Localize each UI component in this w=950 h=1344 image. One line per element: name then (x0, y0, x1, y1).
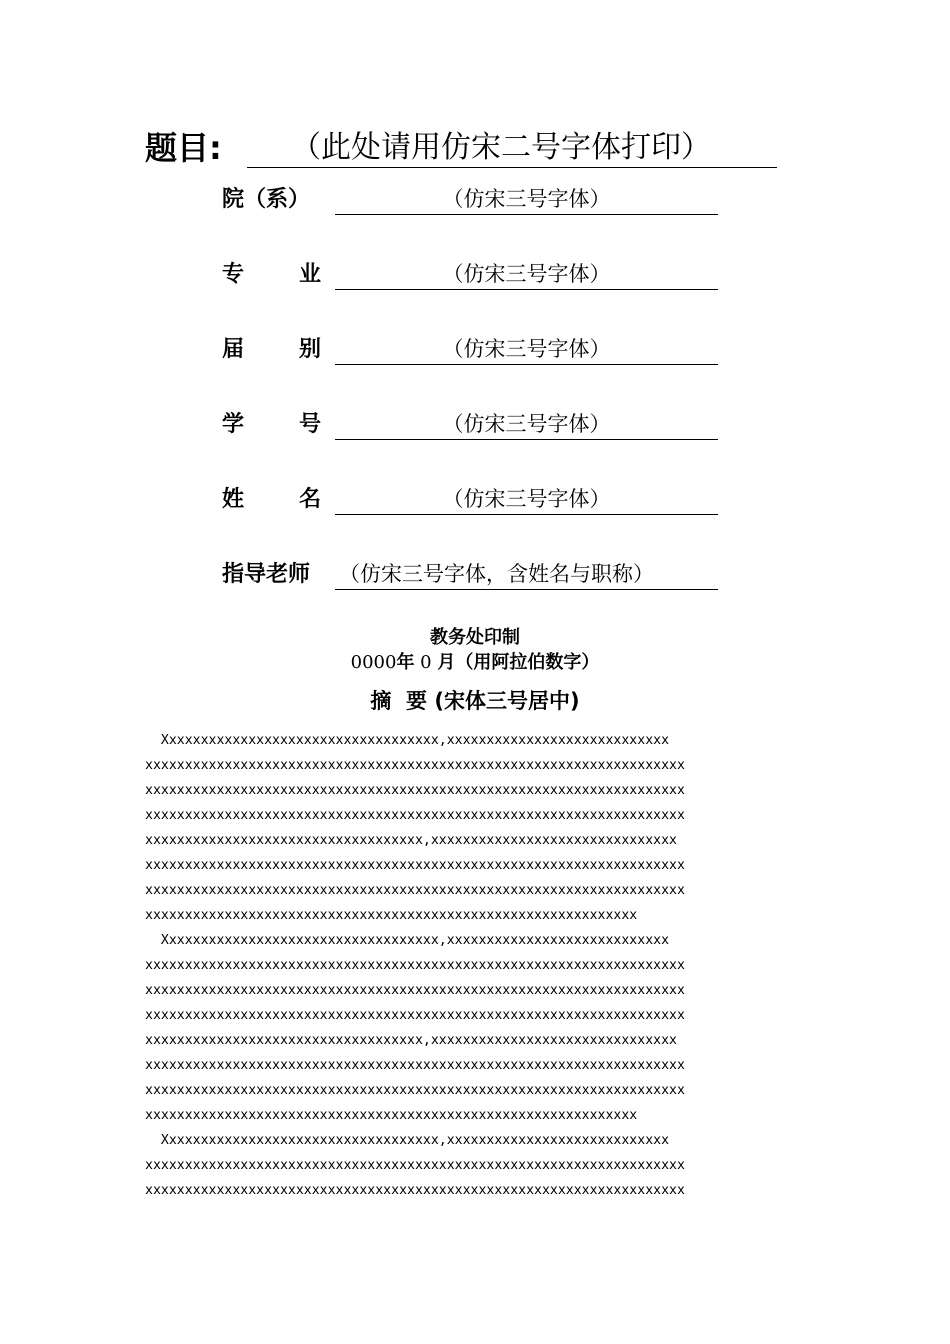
field-student-id-value: （仿宋三号字体） (335, 409, 718, 440)
field-student-id-label-char-1: 学 (222, 412, 245, 437)
field-name-label-char-2: 名 (298, 487, 321, 512)
abstract-line: xxxxxxxxxxxxxxxxxxxxxxxxxxxxxxxxxxxxxxxxxxxxxxxxxxxxxxxxxxxxxxxxxxxx (145, 1008, 685, 1023)
date-month-rest: 月（用阿拉伯数字） (437, 652, 600, 673)
abstract-line: Xxxxxxxxxxxxxxxxxxxxxxxxxxxxxxxxxxx,xxxxxxxxxxxxxxxxxxxxxxxxxxxx (145, 1133, 670, 1148)
field-advisor-row (222, 558, 718, 590)
abstract-line: xxxxxxxxxxxxxxxxxxxxxxxxxxxxxxxxxxxxxxxxxxxxxxxxxxxxxxxxxxxxxxxxxxxx (145, 783, 685, 798)
field-class-year-value: （仿宋三号字体） (335, 334, 718, 365)
thesis-title-row (145, 128, 777, 168)
field-class-year-label-char-1: 届 (222, 337, 245, 362)
abstract-line: xxxxxxxxxxxxxxxxxxxxxxxxxxxxxxxxxxxxxxxxxxxxxxxxxxxxxxxxxxxxxxxxxxxx (145, 983, 685, 998)
field-department-label (222, 185, 335, 215)
field-name-row (222, 483, 718, 515)
field-major-value: （仿宋三号字体） (335, 259, 718, 290)
abstract-line: xxxxxxxxxxxxxxxxxxxxxxxxxxxxxxxxxxxxxxxxxxxxxxxxxxxxxxxxxxxxxxxxxxxx (145, 808, 685, 823)
field-major-label-char-1: 专 (222, 262, 245, 287)
field-class-year-row (222, 333, 718, 365)
field-department-label-text: 院（系） (222, 187, 311, 212)
field-name-label (222, 485, 335, 515)
abstract-line: xxxxxxxxxxxxxxxxxxxxxxxxxxxxxxxxxxx,xxxxxxxxxxxxxxxxxxxxxxxxxxxxxxx (145, 833, 677, 848)
abstract-body (145, 728, 785, 1203)
date-month-number: 0 (420, 652, 432, 673)
thesis-title-label: 题目: (145, 129, 222, 167)
field-major-label (222, 260, 335, 290)
field-department-value: （仿宋三号字体） (335, 184, 718, 215)
abstract-line: xxxxxxxxxxxxxxxxxxxxxxxxxxxxxxxxxxxxxxxxxxxxxxxxxxxxxxxxxxxxxxxxxxxx (145, 1183, 685, 1198)
abstract-line: Xxxxxxxxxxxxxxxxxxxxxxxxxxxxxxxxxxx,xxxxxxxxxxxxxxxxxxxxxxxxxxxx (145, 733, 670, 748)
field-advisor-label-text: 指导老师 (222, 562, 311, 587)
abstract-line: xxxxxxxxxxxxxxxxxxxxxxxxxxxxxxxxxxxxxxxxxxxxxxxxxxxxxxxxxxxxxxxxxxxx (145, 858, 685, 873)
field-student-id-row (222, 408, 718, 440)
abstract-line: xxxxxxxxxxxxxxxxxxxxxxxxxxxxxxxxxxxxxxxxxxxxxxxxxxxxxxxxxxxxxx (145, 1108, 638, 1123)
field-advisor-label (222, 560, 335, 590)
date-year-char: 年 (396, 652, 415, 673)
field-department-row (222, 183, 718, 215)
thesis-title-field: （此处请用仿宋二号字体打印） (247, 129, 777, 168)
abstract-title: 摘 要 (宋体三号居中) (370, 689, 580, 713)
field-student-id-label (222, 410, 335, 440)
field-advisor-value: （仿宋三号字体，含姓名与职称） (335, 559, 718, 590)
abstract-line: xxxxxxxxxxxxxxxxxxxxxxxxxxxxxxxxxxx,xxxxxxxxxxxxxxxxxxxxxxxxxxxxxxx (145, 1033, 677, 1048)
field-name-label-char-1: 姓 (222, 487, 245, 512)
abstract-line: xxxxxxxxxxxxxxxxxxxxxxxxxxxxxxxxxxxxxxxxxxxxxxxxxxxxxxxxxxxxxxxxxxxx (145, 883, 685, 898)
field-class-year-label (222, 335, 335, 365)
abstract-line: xxxxxxxxxxxxxxxxxxxxxxxxxxxxxxxxxxxxxxxxxxxxxxxxxxxxxxxxxxxxxxxxxxxx (145, 958, 685, 973)
abstract-line: xxxxxxxxxxxxxxxxxxxxxxxxxxxxxxxxxxxxxxxxxxxxxxxxxxxxxxxxxxxxxxxxxxxx (145, 1083, 685, 1098)
field-name-value: （仿宋三号字体） (335, 484, 718, 515)
issuing-office: 教务处印制 (430, 627, 520, 648)
date-year-number: 0000 (350, 652, 397, 673)
abstract-line: xxxxxxxxxxxxxxxxxxxxxxxxxxxxxxxxxxxxxxxxxxxxxxxxxxxxxxxxxxxxxxxxxxxx (145, 1058, 685, 1073)
field-class-year-label-char-2: 别 (298, 337, 321, 362)
issue-date (0, 651, 950, 675)
field-student-id-label-char-2: 号 (298, 412, 321, 437)
abstract-line: xxxxxxxxxxxxxxxxxxxxxxxxxxxxxxxxxxxxxxxxxxxxxxxxxxxxxxxxxxxxxxxxxxxx (145, 758, 685, 773)
abstract-line: Xxxxxxxxxxxxxxxxxxxxxxxxxxxxxxxxxxx,xxxxxxxxxxxxxxxxxxxxxxxxxxxx (145, 933, 670, 948)
field-major-row (222, 258, 718, 290)
abstract-line: xxxxxxxxxxxxxxxxxxxxxxxxxxxxxxxxxxxxxxxxxxxxxxxxxxxxxxxxxxxxxx (145, 908, 638, 923)
field-major-label-char-2: 业 (298, 262, 321, 287)
abstract-line: xxxxxxxxxxxxxxxxxxxxxxxxxxxxxxxxxxxxxxxxxxxxxxxxxxxxxxxxxxxxxxxxxxxx (145, 1158, 685, 1173)
